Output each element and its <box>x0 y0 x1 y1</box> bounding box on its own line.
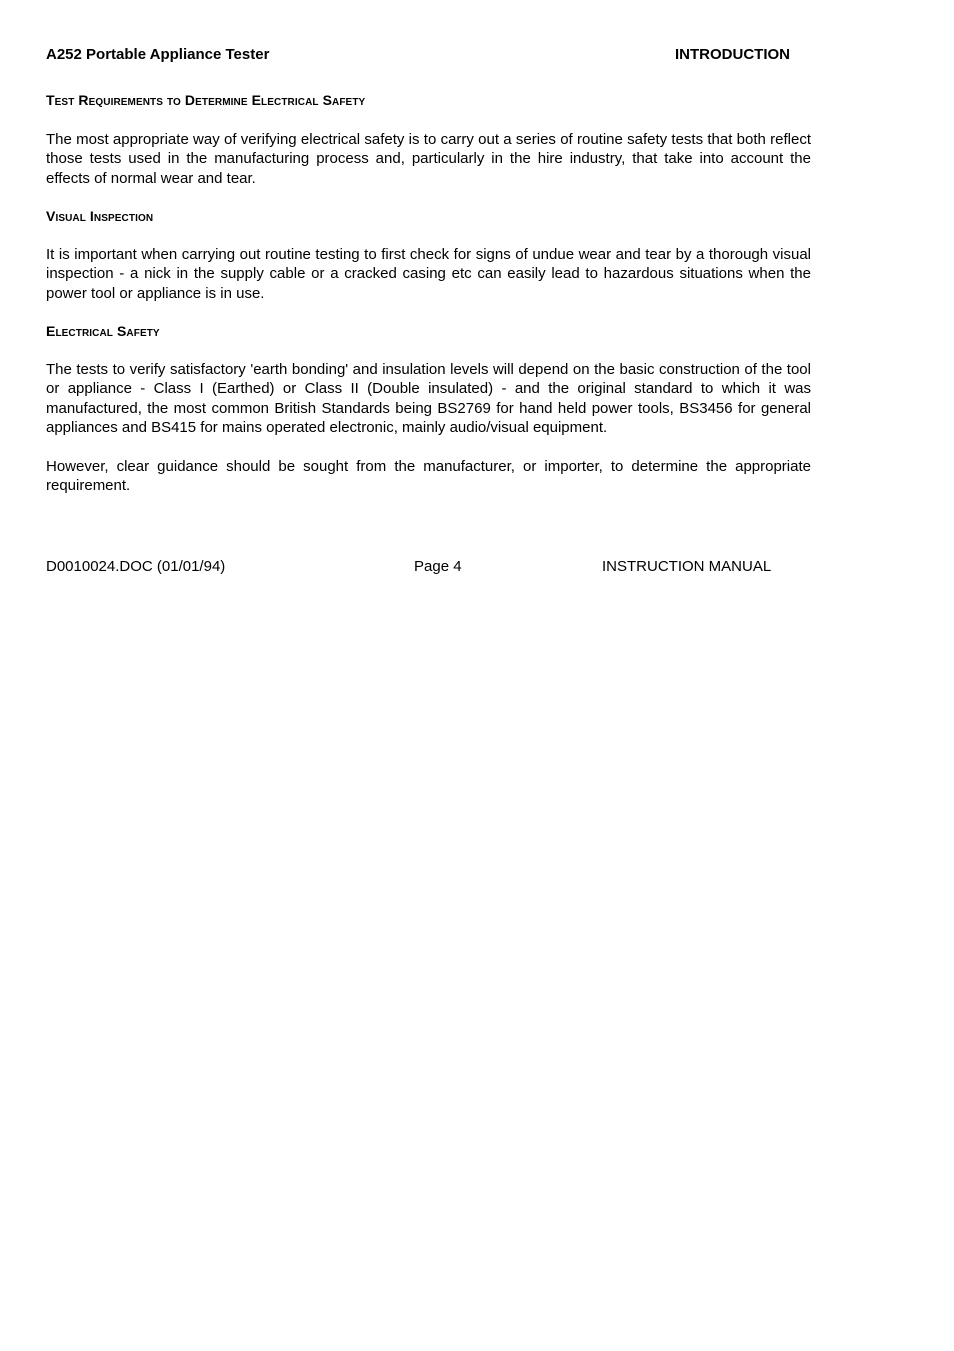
footer-manual-label: INSTRUCTION MANUAL <box>602 558 772 575</box>
header-chapter-title: INTRODUCTION <box>675 46 790 63</box>
section-heading-electrical-safety: Electrical Safety <box>46 323 160 339</box>
section-heading-visual-inspection: Visual Inspection <box>46 208 154 224</box>
paragraph-visual-inspection: It is important when carrying out routine testing to first check for signs of undue wear and tear by a thorough visual inspection - a nick in the supply cable or a cracked casing etc can easily lead to hazardous situations when the power tool or appliance is in use. <box>46 246 811 302</box>
paragraph-guidance: However, clear guidance should be sought from the manufacturer, or importer, to determine the appropriate requirement. <box>46 458 811 495</box>
paragraph-test-requirements: The most appropriate way of verifying electrical safety is to carry out a series of routine safety tests that both reflect those tests used in the manufacturing process and, particularly in the hire industry, that take into account the effects of normal wear and tear. <box>46 131 811 187</box>
page-header <box>46 46 790 66</box>
footer-document-id: D0010024.DOC (01/01/94) <box>46 558 226 575</box>
section-heading-test-requirements: Test Requirements to Determine Electrical Safety <box>46 92 366 108</box>
page-footer <box>46 558 811 578</box>
footer-page-number: Page 4 <box>414 558 462 575</box>
header-product-title: A252 Portable Appliance Tester <box>46 46 270 63</box>
paragraph-electrical-safety: The tests to verify satisfactory 'earth bonding' and insulation levels will depend on the basic construction of the tool or appliance - Class I (Earthed) or Class II (Double insulated) - and the original standard to which it was manufactured, the most common British Standards being BS2769 for hand held power tools, BS3456 for general appliances and BS415 for mains operated electronic, mainly audio/visual equipment. <box>46 361 811 436</box>
